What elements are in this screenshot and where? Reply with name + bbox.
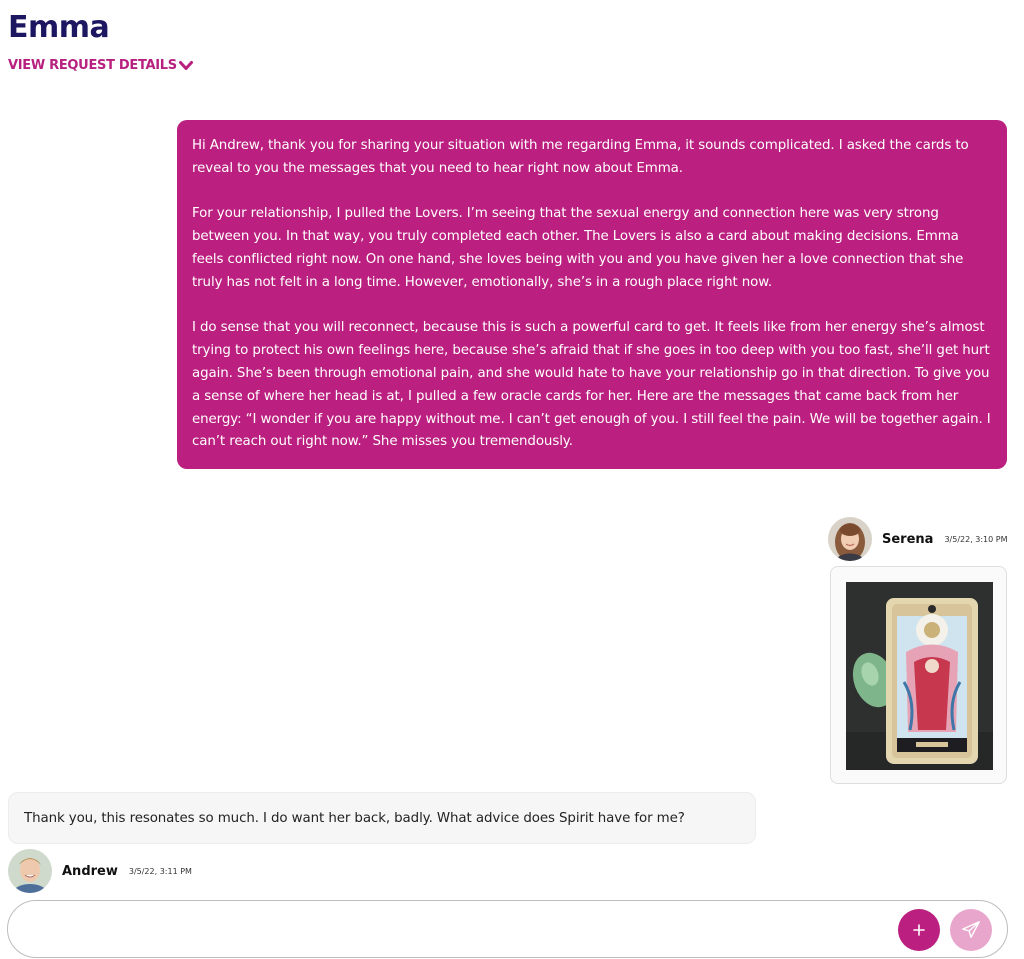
avatar[interactable] xyxy=(828,517,872,561)
message-paragraph: For your relationship, I pulled the Lovers. I’m seeing that the sexual energy and connection here was very strong between you. In that way, you truly completed each other. The Lovers is also a card about making decisions. Emma feels conflicted right now. On one hand, she loves being with you and you have given her a love connection that she truly has not felt in a long time. However, emotionally, she’s in a rough place right now. xyxy=(192,206,964,290)
view-request-details-link[interactable] xyxy=(8,58,193,73)
image-attachment[interactable] xyxy=(830,566,1007,784)
paper-plane-icon xyxy=(960,919,982,941)
message-paragraph: Hi Andrew, thank you for sharing your situation with me regarding Emma, it sounds complicated. I asked the cards to reveal to you the messages that you need to hear right now about Emma. xyxy=(192,138,969,176)
message-sender-row xyxy=(8,849,192,893)
details-link-label: VIEW REQUEST DETAILS xyxy=(8,58,177,73)
message-text: Thank you, this resonates so much. I do want her back, badly. What advice does Spirit have for me? xyxy=(24,810,685,826)
sender-name: Andrew xyxy=(62,863,118,879)
message-paragraph: I do sense that you will reconnect, because this is such a powerful card to get. It feels like from her energy she’s almost trying to protect his own feelings here, because she’s afraid that if she goes in too deep with you too fast, she’ll get hurt again. She’s been through emotional pain, and she would hate to have your relationship go in that direction. To give you a sense of where her head is at, I pulled a few oracle cards for her. Here are the messages that came back from her energy: “I wonder if you are happy without me. I can’t get enough of you. I still feel the pain. We will be together again. I can’t reach out right now.” She misses you tremendously. xyxy=(192,320,991,450)
incoming-message-bubble xyxy=(8,792,756,844)
outgoing-message-bubble xyxy=(177,120,1007,469)
sender-name: Serena xyxy=(882,531,934,547)
message-timestamp: 3/5/22, 3:10 PM xyxy=(944,534,1008,544)
page-title: Emma xyxy=(8,10,110,45)
message-input[interactable] xyxy=(28,911,888,947)
avatar[interactable] xyxy=(8,849,52,893)
message-sender-row xyxy=(828,517,1008,561)
message-composer xyxy=(7,900,1008,958)
tarot-card-image xyxy=(846,582,993,770)
add-attachment-button[interactable] xyxy=(898,909,940,951)
message-timestamp: 3/5/22, 3:11 PM xyxy=(128,866,192,876)
send-button[interactable] xyxy=(950,909,992,951)
plus-icon xyxy=(912,923,926,937)
chevron-down-icon xyxy=(179,60,193,72)
